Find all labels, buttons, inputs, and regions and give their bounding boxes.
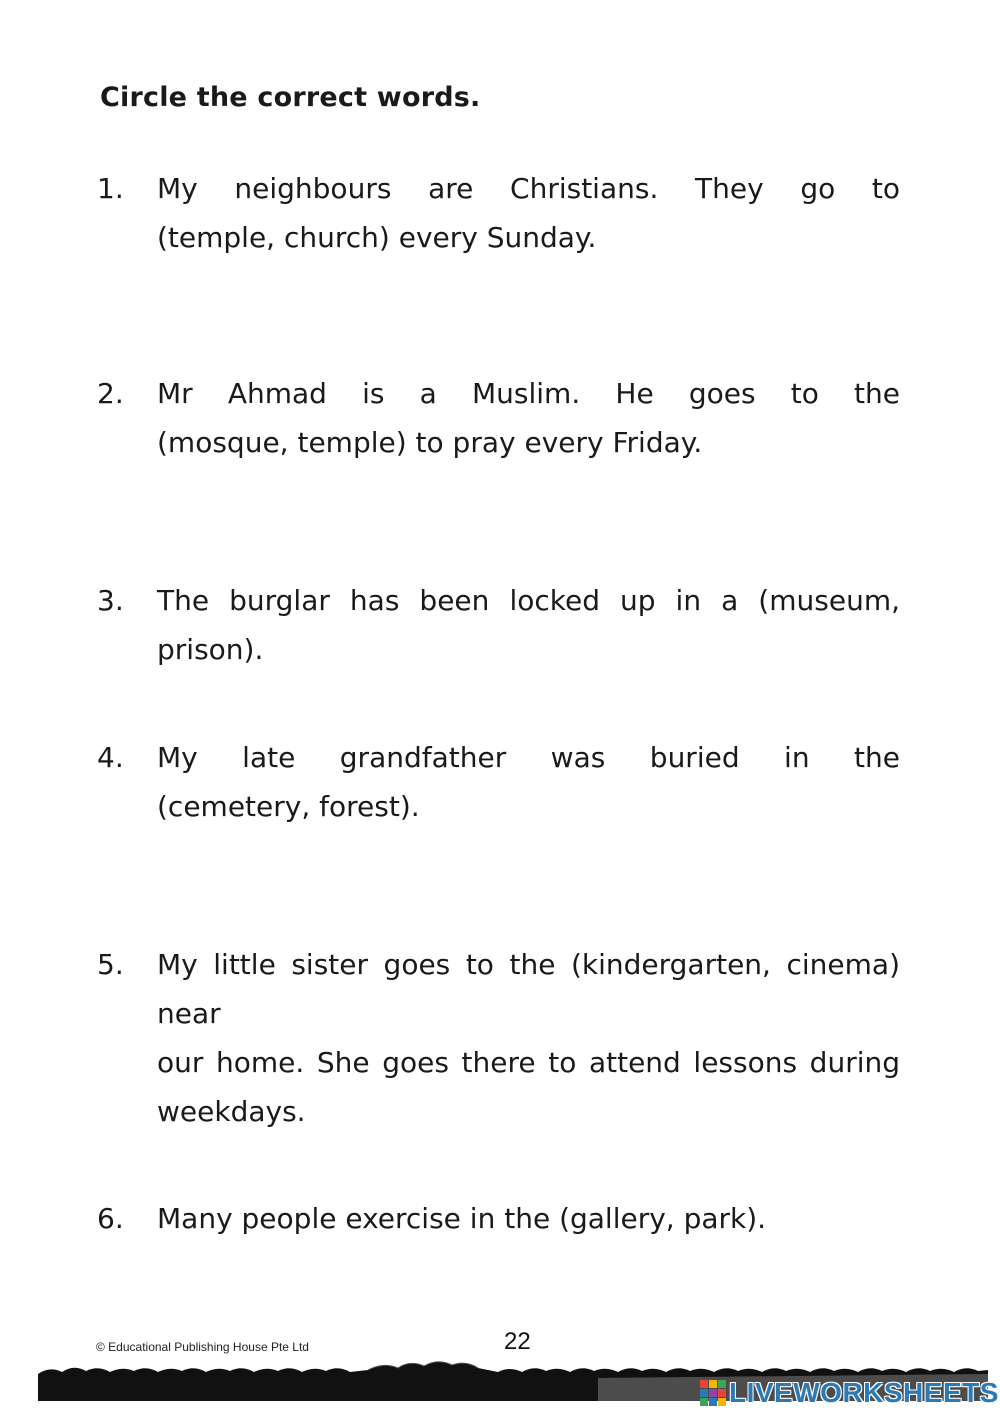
question-text: My little sister goes to the (kindergarten, cinema) near <box>157 948 900 1030</box>
question-5 <box>97 940 900 1136</box>
copyright-notice: © Educational Publishing House Pte Ltd <box>96 1340 309 1354</box>
question-number: 2. <box>97 377 124 410</box>
question-text: Many people exercise in the (gallery, park). <box>157 1202 767 1235</box>
question-text: My neighbours are Christians. They go to <box>157 172 900 205</box>
question-number: 3. <box>97 584 124 617</box>
question-text: My late grandfather was buried in the <box>157 741 900 774</box>
question-2 <box>97 369 900 467</box>
liveworksheets-logo-icon <box>700 1380 726 1406</box>
question-number: 6. <box>97 1202 124 1235</box>
liveworksheets-brand <box>700 1377 999 1409</box>
page-number: 22 <box>504 1328 531 1355</box>
question-text: (temple, church) every Sunday. <box>157 221 597 254</box>
question-4 <box>97 733 900 831</box>
question-6 <box>97 1194 900 1243</box>
instruction-heading: Circle the correct words. <box>100 82 481 113</box>
question-text: weekdays. <box>157 1095 306 1128</box>
question-text: (cemetery, forest). <box>157 790 420 823</box>
question-number: 1. <box>97 172 124 205</box>
question-text: The burglar has been locked up in a (museum, prison). <box>157 584 900 666</box>
question-text: (mosque, temple) to pray every Friday. <box>157 426 703 459</box>
question-text: our home. She goes there to attend lessons during <box>157 1046 900 1079</box>
question-3 <box>97 576 900 674</box>
brand-wordmark: LIVEWORKSHEETS <box>729 1377 999 1408</box>
question-number: 5. <box>97 948 124 981</box>
question-1 <box>97 164 900 262</box>
question-text: Mr Ahmad is a Muslim. He goes to the <box>157 377 900 410</box>
question-number: 4. <box>97 741 124 774</box>
